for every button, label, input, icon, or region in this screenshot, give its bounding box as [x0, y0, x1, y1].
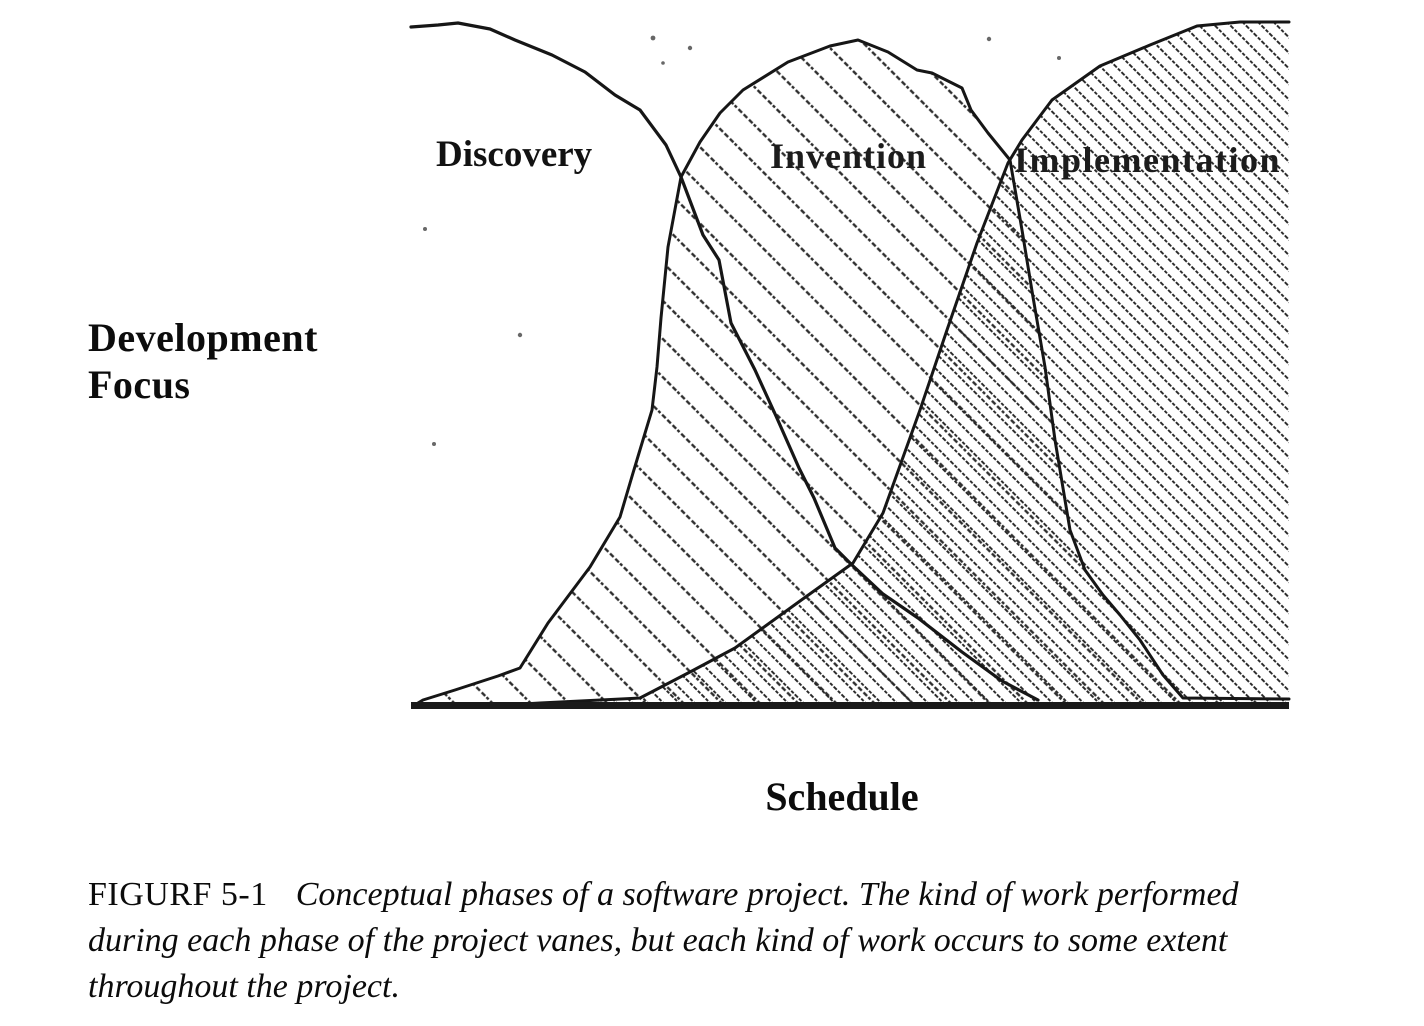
y-axis-label-line2: Focus [88, 362, 191, 407]
caption-line-2: during each phase of the project vanes, but each kind of work occurs to some extent [88, 922, 1228, 959]
figure-caption [88, 872, 1378, 1010]
phase-label-discovery: Discovery [436, 134, 593, 175]
y-axis-label [88, 314, 318, 408]
phase-label-implementation: Implementation [1014, 140, 1281, 180]
x-axis-label: Schedule [765, 774, 919, 819]
caption-text-1: Conceptual phases of a software project. The kind of work performed [295, 876, 1239, 913]
phase-label-invention: Invention [770, 136, 928, 176]
caption-line-1 [88, 872, 1378, 918]
y-axis-label-line1: Development [88, 315, 318, 360]
baseline [411, 702, 1289, 709]
caption-line-3: throughout the project. [88, 968, 400, 1005]
caption-tag: FIGURF 5-1 [88, 876, 268, 913]
